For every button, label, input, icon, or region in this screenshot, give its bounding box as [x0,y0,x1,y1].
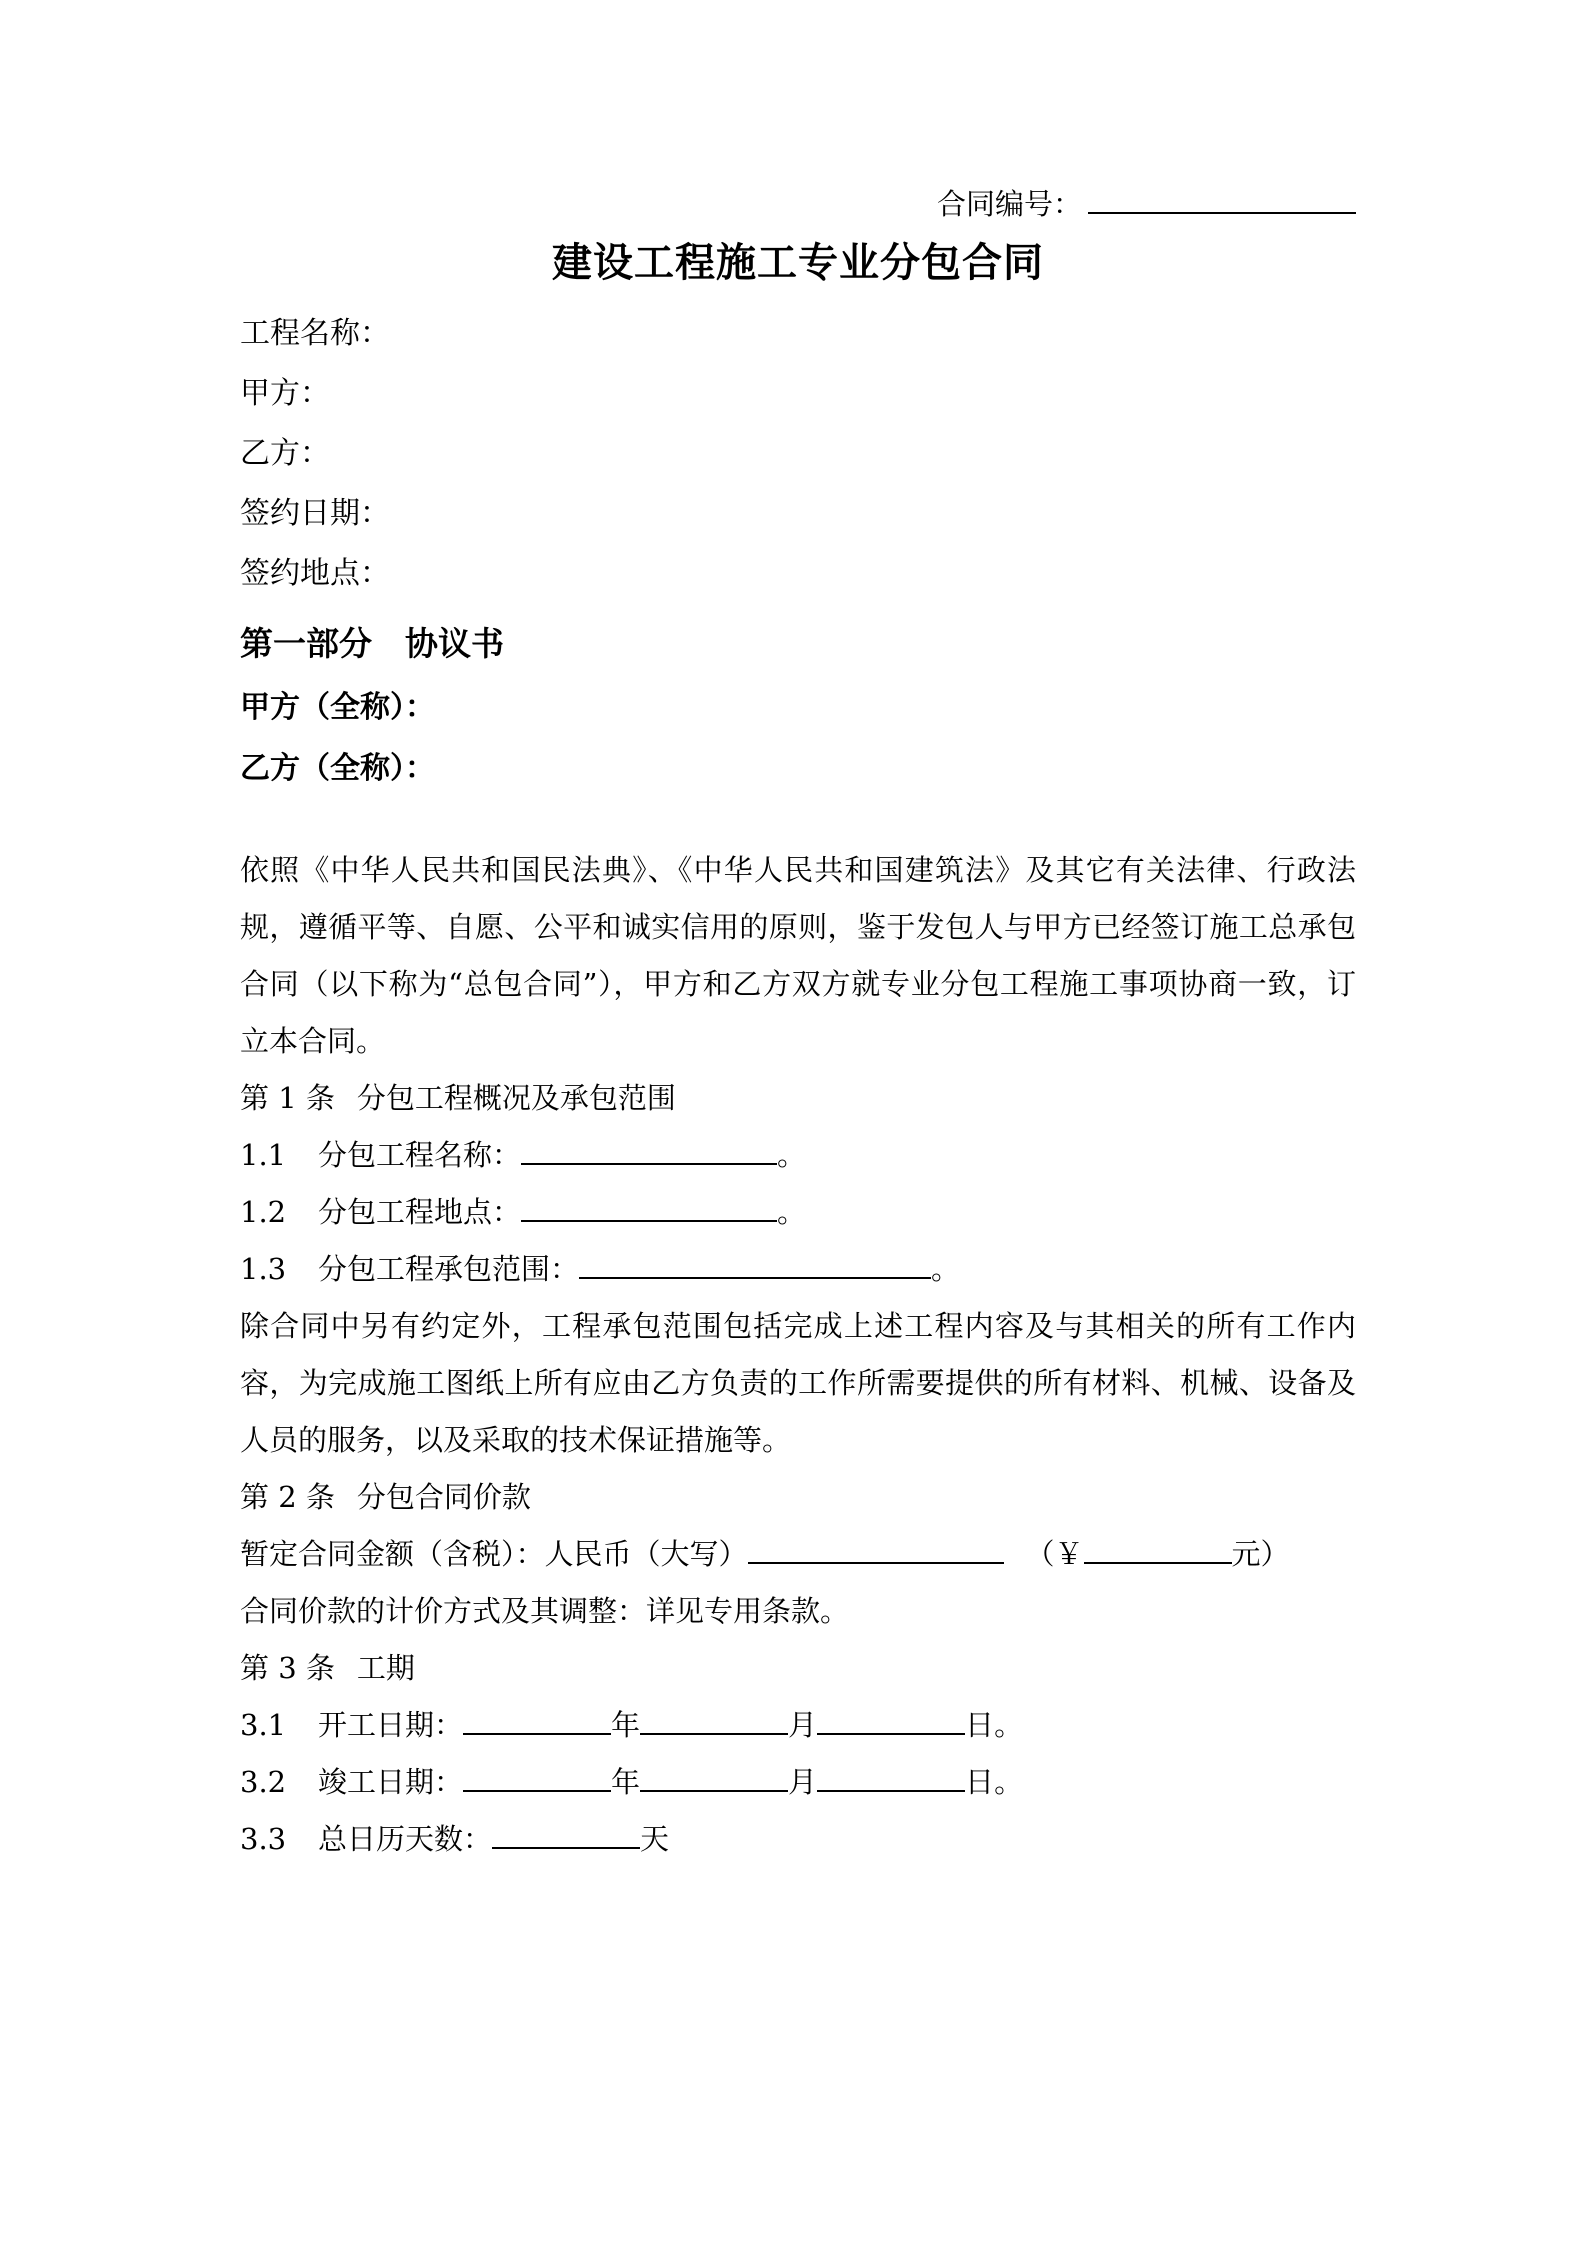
clause-1-3-tail: 。 [931,1252,961,1286]
article-1-heading [240,1070,1356,1127]
clause-3-1-year-blank[interactable] [463,1711,611,1735]
clause-3-1-month-unit: 月 [788,1708,818,1742]
clause-3-2-month-blank[interactable] [640,1768,788,1792]
clause-1-2-blank[interactable] [521,1198,777,1222]
clause-1-3-number: 1.3 [240,1252,287,1286]
contract-number-line [240,186,1356,222]
contract-amount-figure-blank[interactable] [1084,1540,1232,1564]
clause-1-1-blank[interactable] [521,1141,777,1165]
clause-3-3-days-blank[interactable] [492,1825,640,1849]
part-heading-one: 第一部分 协议书 [240,624,504,663]
article-2-heading [240,1469,1356,1526]
party-b-full-name: 乙方（全称）： [240,751,435,786]
article-3-number: 第 3 条 [240,1651,335,1685]
document-content [240,0,1356,1868]
clause-1-3 [240,1241,1356,1298]
clause-1-3-label: 分包工程承包范围： [318,1252,580,1286]
clause-1-3-blank[interactable] [579,1255,931,1279]
clause-1-2 [240,1184,1356,1241]
clause-3-2-year-unit: 年 [611,1765,641,1799]
article-2-title: 分包合同价款 [356,1480,531,1514]
clause-3-1-label: 开工日期： [318,1708,464,1742]
contract-number-blank[interactable] [1088,190,1356,214]
clause-3-2-day-blank[interactable] [817,1768,965,1792]
pricing-method-line: 合同价款的计价方式及其调整：详见专用条款。 [240,1594,850,1628]
clause-1-2-label: 分包工程地点： [318,1195,522,1229]
clause-3-1-number: 3.1 [240,1708,287,1742]
contract-amount-line [240,1526,1356,1583]
cover-field-sign-date: 签约日期： [240,496,390,531]
clause-3-1-year-unit: 年 [611,1708,641,1742]
contract-amount-prefix: 暂定合同金额（含税）：人民币（大写） [240,1537,748,1571]
clause-3-3-unit: 天 [640,1822,670,1856]
clause-3-3-label: 总日历天数： [318,1822,493,1856]
clause-3-1-day-blank[interactable] [817,1711,965,1735]
cover-field-project-name: 工程名称： [240,316,390,351]
preamble-paragraph: 依照《中华人民共和国民法典》、《中华人民共和国建筑法》及其它有关法律、行政法规，遵循平等、自愿、公平和诚实信用的原则，鉴于发包人与甲方已经签订施工总承包合同（以下称为“总包合同”），甲方和乙方双方就专业分包工程施工事项协商一致，订立本合同。 [240,853,1356,1058]
clause-3-2-tail: 。 [994,1765,1024,1799]
party-a-full-name: 甲方（全称）： [240,690,435,725]
article-2-number: 第 2 条 [240,1480,335,1514]
clause-3-3 [240,1811,1356,1868]
clause-3-2-month-unit: 月 [788,1765,818,1799]
clause-3-1-tail: 。 [994,1708,1024,1742]
contract-amount-words-blank[interactable] [748,1540,1004,1564]
clause-1-2-tail: 。 [777,1195,807,1229]
clause-3-1-day-unit: 日 [965,1708,995,1742]
article-3-heading [240,1640,1356,1697]
clause-3-1-month-blank[interactable] [640,1711,788,1735]
cover-field-party-a: 甲方： [240,376,330,411]
clause-3-2 [240,1754,1356,1811]
clause-1-1-label: 分包工程名称： [318,1138,522,1172]
clause-3-3-number: 3.3 [240,1822,287,1856]
article-1-title: 分包工程概况及承包范围 [356,1081,676,1115]
contract-number-label: 合同编号： [936,187,1082,221]
clause-1-1 [240,1127,1356,1184]
article-1-note: 除合同中另有约定外，工程承包范围包括完成上述工程内容及与其相关的所有工作内容，为完成施工图纸上所有应由乙方负责的工作所需要提供的所有材料、机械、设备及人员的服务，以及采取的技术保证措施等。 [240,1309,1356,1457]
cover-field-sign-place: 签约地点： [240,556,390,591]
clause-3-1 [240,1697,1356,1754]
contract-amount-currency: （￥ [1025,1537,1084,1571]
clause-3-2-number: 3.2 [240,1765,287,1799]
clause-1-1-number: 1.1 [240,1138,287,1172]
clause-3-2-day-unit: 日 [965,1765,995,1799]
cover-field-party-b: 乙方： [240,436,330,471]
contract-amount-unit: 元） [1231,1537,1290,1571]
clause-3-2-label: 竣工日期： [318,1765,464,1799]
clause-3-2-year-blank[interactable] [463,1768,611,1792]
article-1-number: 第 1 条 [240,1081,335,1115]
page-title: 建设工程施工专业分包合同 [552,240,1044,286]
clause-1-2-number: 1.2 [240,1195,287,1229]
clause-1-1-tail: 。 [777,1138,807,1172]
article-3-title: 工期 [356,1651,415,1685]
